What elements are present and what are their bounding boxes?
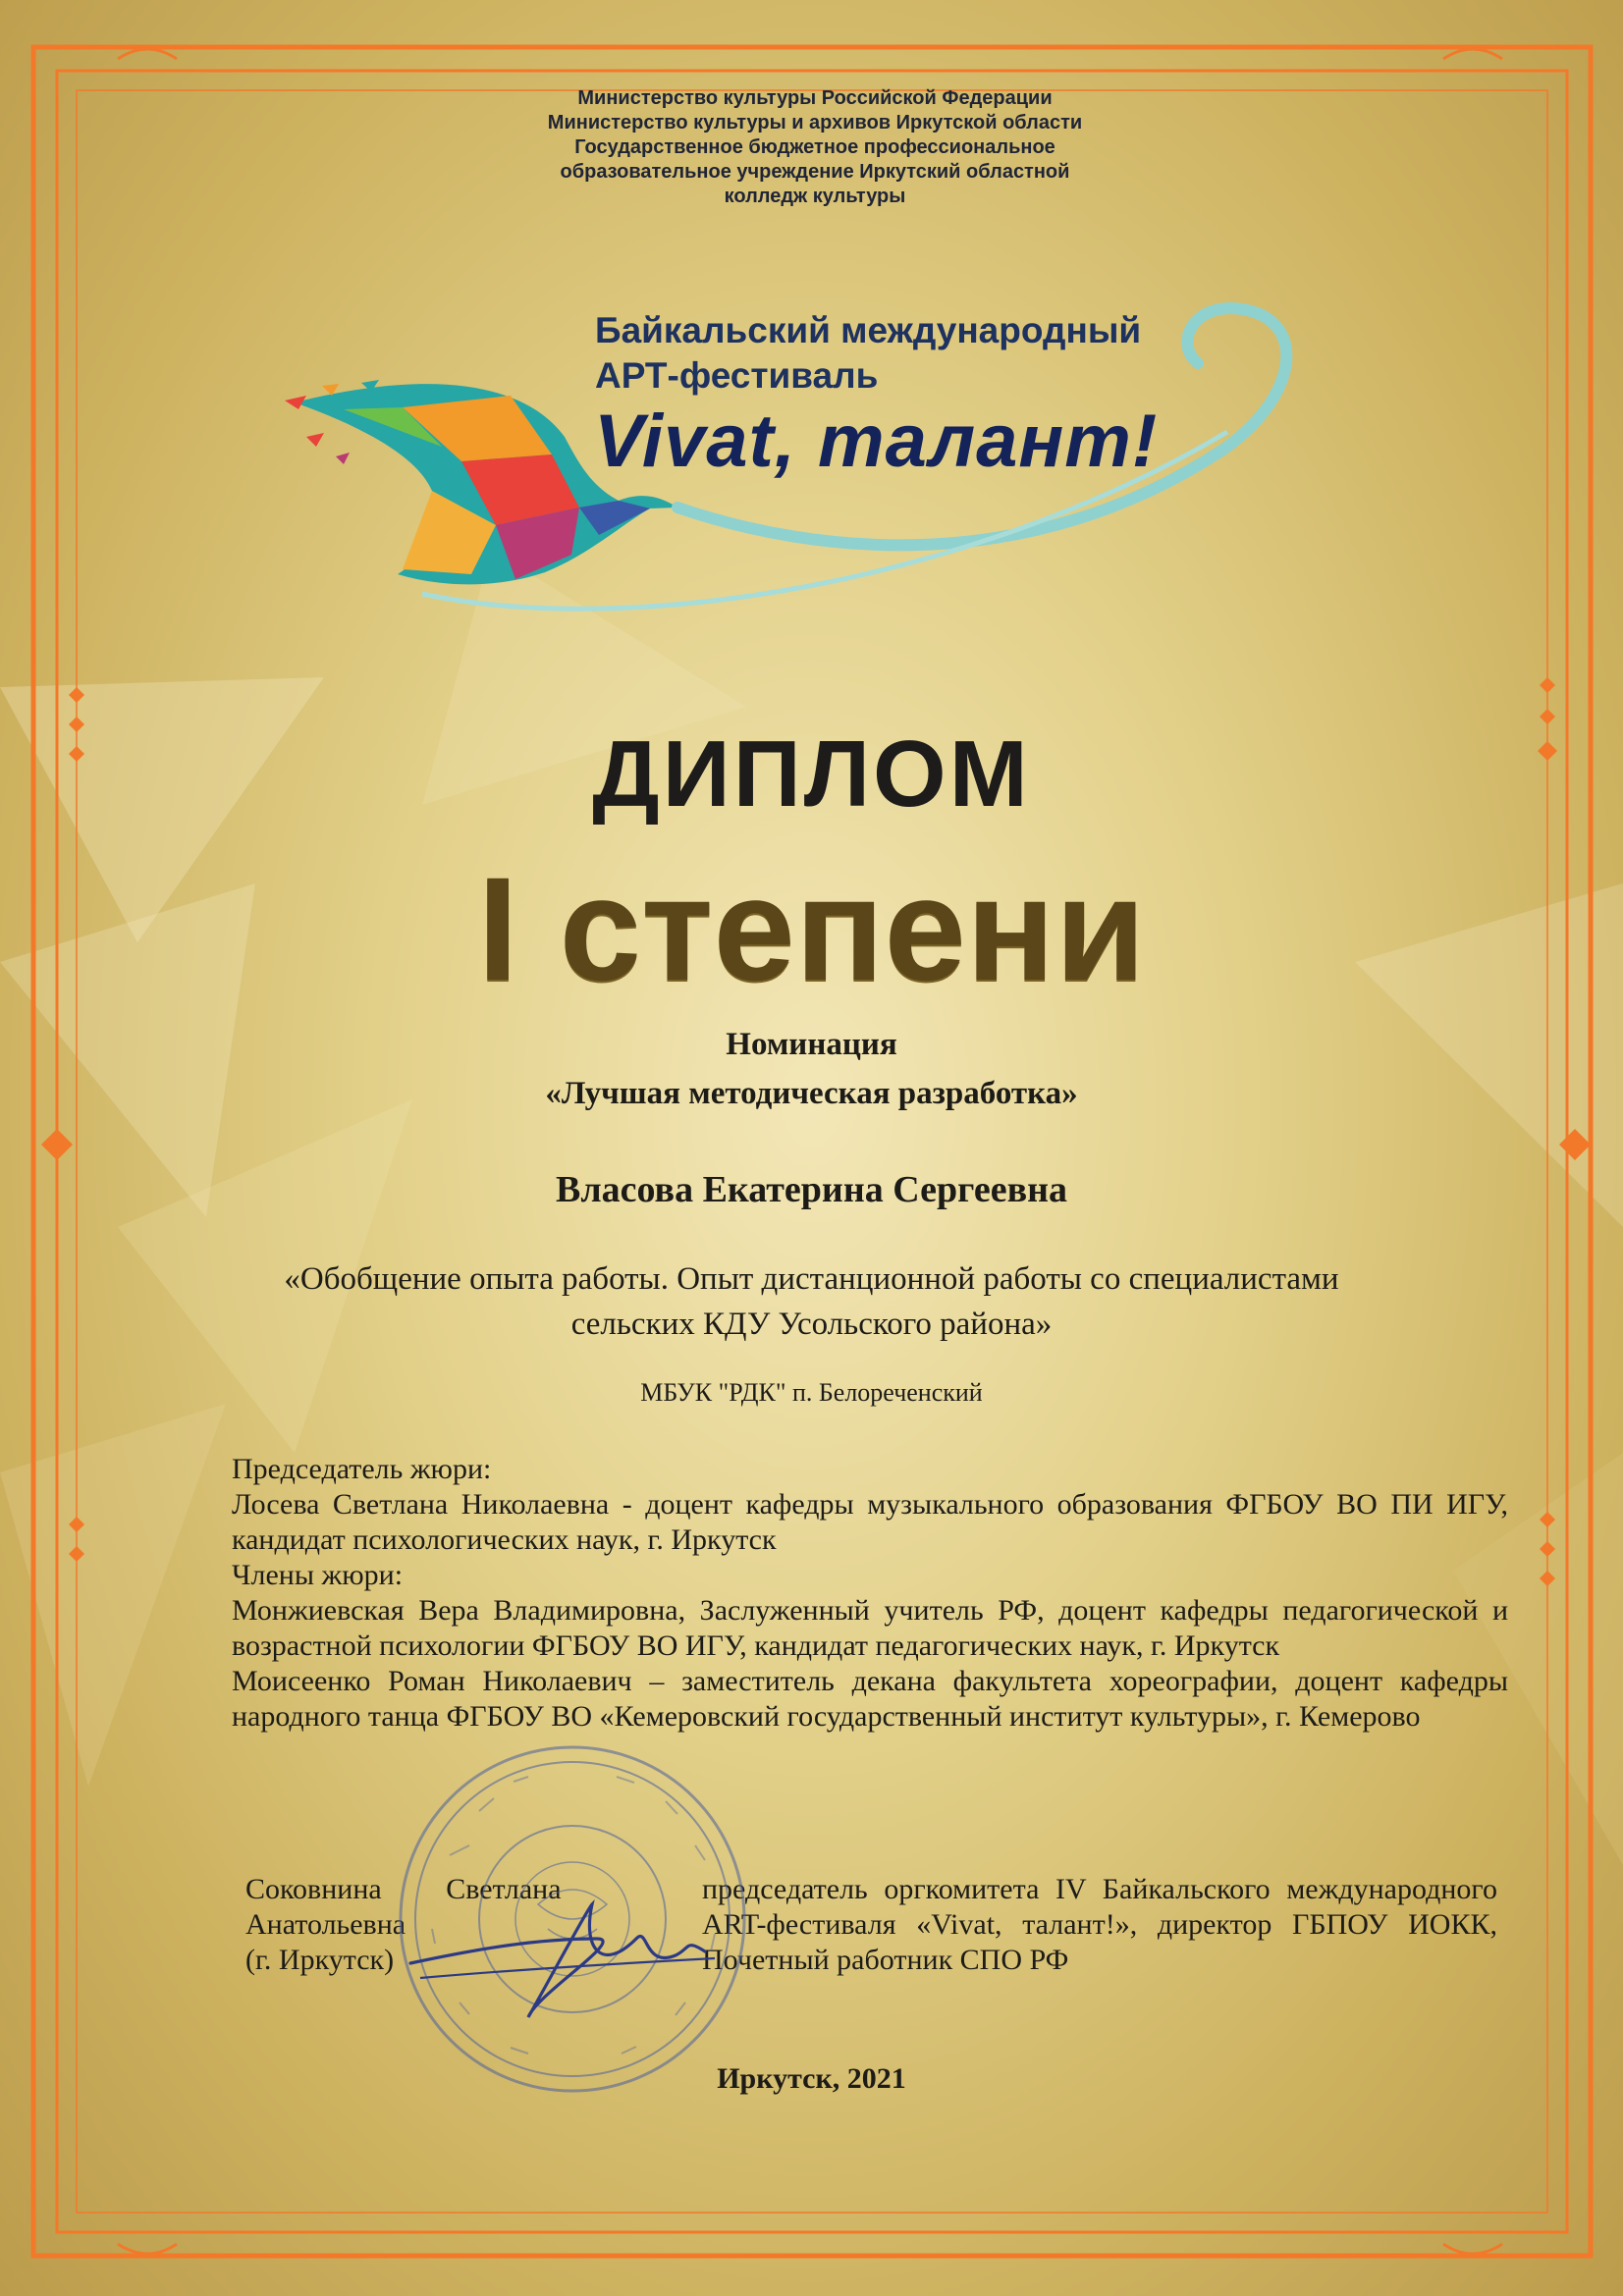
festival-line2: АРТ-фестиваль (595, 355, 879, 396)
jury-chair: Лосева Светлана Николаевна - доцент кафедры музыкального образования ФГБОУ ВО ПИ ИГУ, кандидат психологических наук, г. Иркутск (232, 1488, 1508, 1556)
festival-name: Vivat, талант! (594, 400, 1159, 483)
jury-member: Монжиевская Вера Владимировна, Заслуженный учитель РФ, доцент кафедры педагогической и возрастной психологии ФГБОУ ВО ИГУ, кандидат педагогических наук, г. Иркутск (232, 1594, 1508, 1662)
jury-members-heading: Члены жюри: (232, 1559, 404, 1591)
ministry-line: Министерство культуры Российской Федерации (577, 87, 1053, 109)
nomination-label: Номинация (726, 1027, 897, 1062)
work-title-line: «Обобщение опыта работы. Опыт дистанционной работы со специалистами (284, 1261, 1339, 1297)
signatory-name-line: (г. Иркутск) (245, 1944, 395, 1976)
diploma-title: ДИПЛОМ (592, 721, 1031, 827)
ministry-line: Государственное бюджетное профессиональное (574, 136, 1055, 158)
jury-member: Моисеенко Роман Николаевич – заместитель декана факультета хореографии, доцент кафедры народного танца ФГБОУ ВО «Кемеровский государственный институт культуры», г. Кемерово (232, 1665, 1508, 1733)
ministry-line: колледж культуры (724, 186, 906, 207)
jury-chair-heading: Председатель жюри: (232, 1453, 492, 1485)
laureate-name: Власова Екатерина Сергеевна (555, 1169, 1068, 1210)
festival-line1: Байкальский международный (595, 310, 1142, 350)
seal-stamp (391, 1737, 754, 2101)
signatory-name-line: Анатольевна (245, 1908, 406, 1941)
work-title-line: сельских КДУ Усольского района» (570, 1307, 1053, 1342)
jury-section (232, 1452, 1508, 1735)
ministry-line: Министерство культуры и архивов Иркутской области (547, 112, 1083, 133)
place-and-year: Иркутск, 2021 (717, 2062, 906, 2095)
signatory-position: председатель оргкомитета IV Байкальского международного ART-фестиваля «Vivat, талант!», директор ГБПОУ ИОКК, Почетный работник СПО РФ (702, 1873, 1497, 1976)
work-title (0, 1256, 1623, 1347)
signatory-name-line: Соковнина Светлана (245, 1873, 562, 1905)
diploma-degree: I степени (477, 846, 1146, 1011)
organization: МБУК "РДК" п. Белореченский (640, 1378, 983, 1407)
nomination-value: «Лучшая методическая разработка» (545, 1076, 1078, 1111)
ministry-header (422, 86, 1208, 209)
ministry-line: образовательное учреждение Иркутский областной (560, 161, 1070, 183)
